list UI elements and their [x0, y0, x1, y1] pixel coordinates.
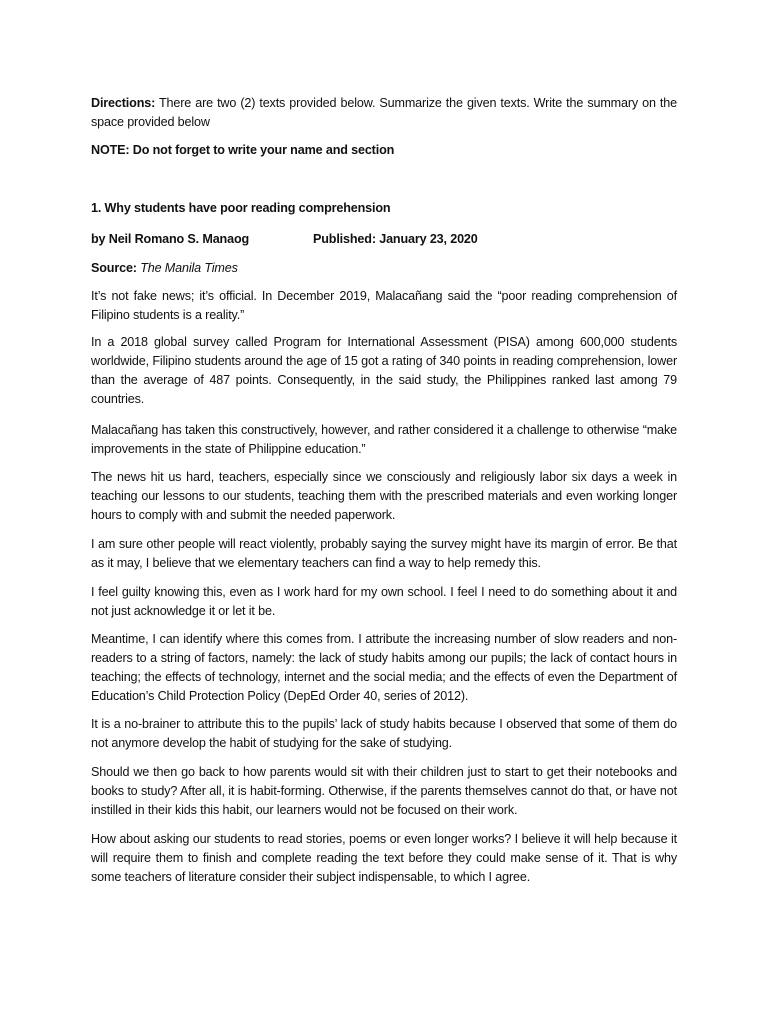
article-title: 1. Why students have poor reading comprehension — [91, 201, 391, 215]
source-name: The Manila Times — [140, 261, 238, 275]
paragraph-5: I am sure other people will react violently, probably saying the survey might have its margin of error. Be that as it may, I believe that we elementary teachers can find a way to help remedy this. — [91, 537, 677, 570]
paragraph-6: I feel guilty knowing this, even as I work hard for my own school. I feel I need to do something about it and not just acknowledge it or let it be. — [91, 585, 677, 618]
note-line: NOTE: Do not forget to write your name and section — [91, 143, 395, 157]
directions-label: Directions: — [91, 96, 156, 110]
source-label: Source: — [91, 261, 137, 275]
article-source — [91, 259, 677, 278]
paragraph-10: How about asking our students to read stories, poems or even longer works? I believe it will help because it will require them to finish and complete reading the text before they could make sense of it. That is why some teachers of literature consider their subject indispensable, to which I agree. — [91, 832, 677, 884]
article-published-date: Published: January 23, 2020 — [313, 232, 478, 246]
article-byline: by Neil Romano S. Manaog — [91, 232, 250, 246]
paragraph-1: It’s not fake news; it’s official. In December 2019, Malacañang said the “poor reading comprehension of Filipino students is a reality.” — [91, 289, 677, 322]
paragraph-9: Should we then go back to how parents would sit with their children just to start to get their notebooks and books to study? After all, it is habit-forming. Otherwise, if the parents themselves cannot do that, or have not instilled in their kids this habit, our learners would not be focused on their work. — [91, 765, 677, 817]
paragraph-4: The news hit us hard, teachers, especially since we consciously and religiously labor six days a week in teaching our lessons to our students, teaching them with the prescribed materials and even working longer hours to comply with and submit the needed paperwork. — [91, 470, 677, 522]
paragraph-2: In a 2018 global survey called Program for International Assessment (PISA) among 600,000 students worldwide, Filipino students around the age of 15 got a rating of 340 points in reading comprehension, lower than the average of 487 points. Consequently, in the said study, the Philippines ranked last among 79 countries. — [91, 335, 677, 406]
paragraph-3: Malacañang has taken this constructively, however, and rather considered it a challenge to otherwise “make improvements in the state of Philippine education.” — [91, 423, 677, 456]
directions-text: There are two (2) texts provided below. Summarize the given texts. Write the summary on the space provided below — [91, 96, 677, 129]
paragraph-7: Meantime, I can identify where this comes from. I attribute the increasing number of slow readers and non-readers to a string of factors, namely: the lack of study habits among our pupils; the lack of contact hours in teaching; the effects of technology, internet and the social media; and the effects of even the Department of Education’s Child Protection Policy (DepEd Order 40, series of 2012). — [91, 632, 677, 703]
paragraph-8: It is a no-brainer to attribute this to the pupils’ lack of study habits because I observed that some of them do not anymore develop the habit of studying for the sake of studying. — [91, 717, 677, 750]
directions-paragraph — [91, 94, 677, 132]
